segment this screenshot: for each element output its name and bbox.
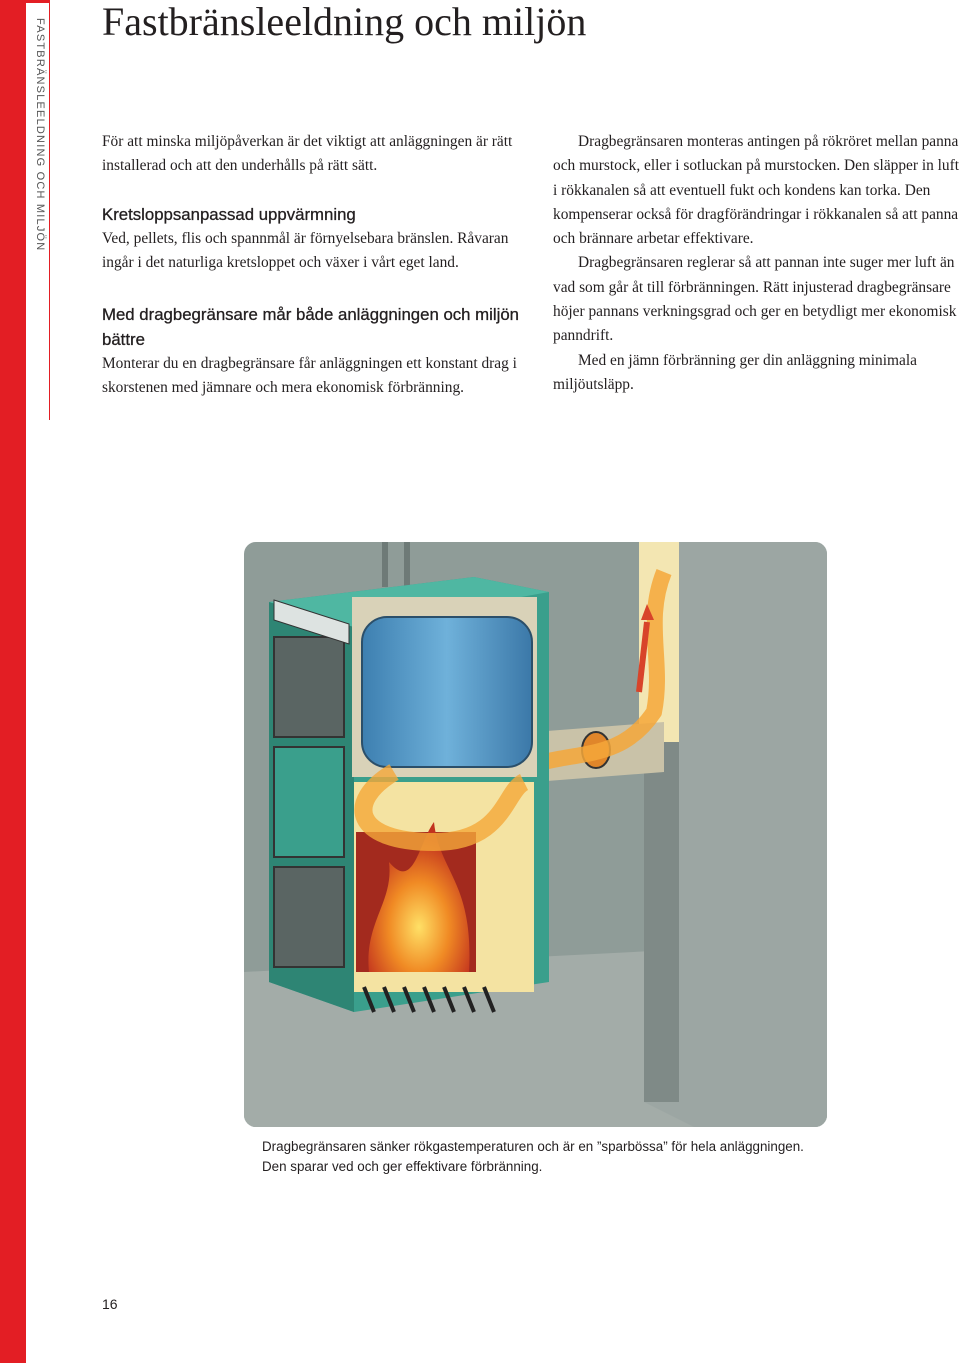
- running-header: FASTBRÄNSLEELDNING OCH MILJÖN: [34, 18, 46, 252]
- red-margin-bar: [0, 0, 26, 1363]
- paragraph-reglering: Dragbegränsaren reglerar så att pannan inte suger mer luft än vad som går åt till förbränningen. Rätt injusterad dragbegränsare höjer pannans verkningsgrad och ger en betydligt mer ekonomisk panndrift.: [553, 254, 957, 345]
- page-title: Fastbränsleeldning och miljön: [102, 0, 587, 44]
- paragraph-utslapp: Med en jämn förbränning ger din anläggning minimala miljöutsläpp.: [553, 351, 917, 393]
- upper-door: [274, 637, 344, 737]
- ash-door: [274, 867, 344, 967]
- right-column: [553, 130, 960, 397]
- paragraph-montering: Dragbegränsaren monteras antingen på rökröret mellan panna och murstock, eller i sotluckan på murstocken. Den släpper in luft i rökkanalen så att eventuell fukt och kondens kan torka. Den kompenserar också för dragförändringar i rökkanalen så att panna och brännare arbetar effektivare.: [553, 133, 960, 248]
- paragraph-kretslopp: Ved, pellets, flis och spannmål är förnyelsebara bränslen. Råvaran ingår i det naturliga kretsloppet och växer i vårt eget land.: [102, 229, 509, 272]
- heading-kretslopp: Kretsloppsanpassad uppvärmning: [102, 204, 356, 224]
- figure-caption: [262, 1137, 862, 1177]
- heading-dragbegransare: Med dragbegränsare mår både anläggningen och miljön bättre: [102, 305, 520, 349]
- chimney: [639, 542, 827, 1127]
- caption-line-2: Den sparar ved och ger effektivare förbränning.: [262, 1159, 543, 1174]
- side-rule: [26, 0, 50, 3]
- middle-door: [274, 747, 344, 857]
- left-column: [102, 130, 532, 401]
- boiler-illustration: [244, 542, 827, 1127]
- caption-line-1: Dragbegränsaren sänker rökgastemperaturen och är en ”sparbössa” för hela anläggningen.: [262, 1139, 804, 1154]
- side-line: [49, 0, 50, 420]
- intro-paragraph: För att minska miljöpåverkan är det viktigt att anläggningen är rätt installerad och att den underhålls på rätt sätt.: [102, 133, 513, 175]
- paragraph-dragbegransare: Monterar du en dragbegränsare får anläggningen ett konstant drag i skorstenen med jämnare och mera ekonomisk förbränning.: [102, 355, 517, 397]
- boiler: [269, 542, 549, 1012]
- page-number: 16: [102, 1296, 118, 1312]
- water-tank: [362, 617, 532, 767]
